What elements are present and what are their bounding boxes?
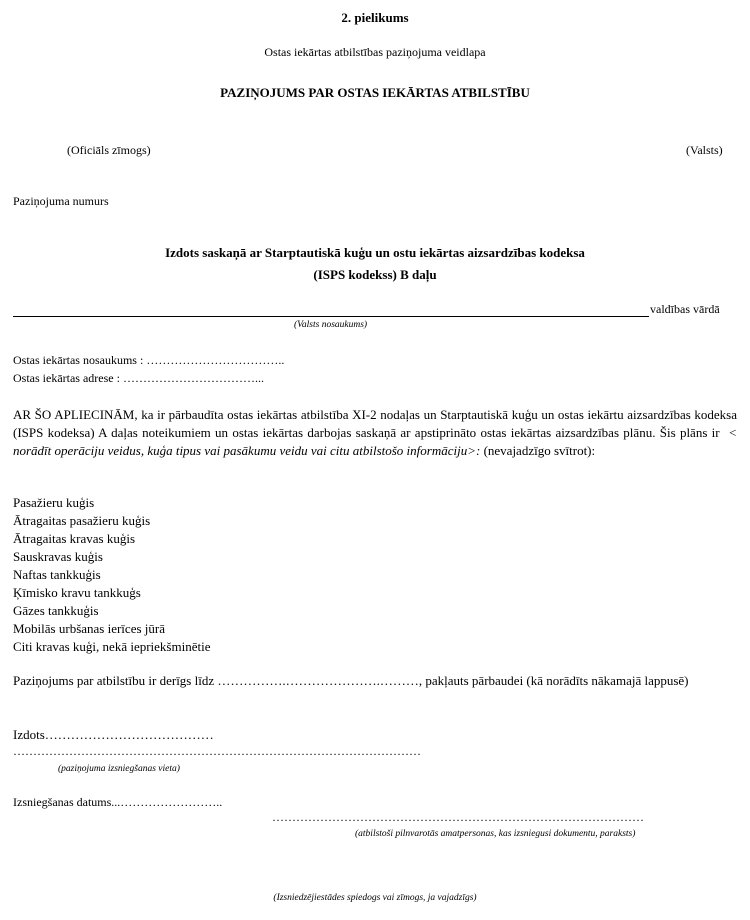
issued-at-label: Izdots………………………………… — [13, 727, 214, 742]
issue-date-label: Izsniegšanas datums...…………………….. — [13, 795, 223, 809]
facility-address-label: Ostas iekārtas adrese : ……………………………... — [13, 371, 264, 385]
issue-place-caption: (paziņojuma izsniegšanas vieta) — [58, 764, 180, 774]
certification-note: < norādīt operāciju veidus, kuģa tipus vai pasākumu veidu vai citu atbilstošo informāciju>: — [13, 425, 738, 458]
list-item: Ķīmisko kravu tankkuģs — [13, 585, 141, 600]
state-name-caption: (Valsts nosaukums) — [294, 320, 368, 330]
list-item: Sauskravas kuģis — [13, 549, 103, 564]
list-item: Ātragaitas kravas kuģis — [13, 531, 136, 546]
issued-heading-line1: Izdots saskaņā ar Starptautiskā kuģu un ostu iekārtas aizsardzības kodeksa — [165, 245, 585, 260]
validity-statement: Paziņojums par atbilstību ir derīgs līdz …………….………………….………, pakļauts pārbaudei (kā norādīts nākamajā lappusē) — [13, 673, 689, 688]
signature-caption: (atbilstoši pilnvarotās amatpersonas, kas izsniegusi dokumentu, paraksts) — [355, 829, 636, 839]
list-item: Ātragaitas pasažieru kuģis — [13, 513, 151, 528]
issuer-stamp-caption: (Izsniedzējiestādes spiedogs vai zīmogs, ja vajadzīgs) — [273, 893, 477, 903]
state-label: (Valsts) — [686, 143, 723, 157]
document-title: PAZIŅOJUMS PAR OSTAS IEKĀRTAS ATBILSTĪBU — [220, 85, 530, 100]
list-item: Pasažieru kuģis — [13, 495, 95, 510]
list-item: Gāzes tankkuģis — [13, 603, 99, 618]
form-name: Ostas iekārtas atbilstības paziņojuma veidlapa — [264, 45, 486, 59]
official-seal-label: (Oficiāls zīmogs) — [67, 143, 151, 157]
facility-name-label: Ostas iekārtas nosaukums : …………………………….. — [13, 353, 285, 367]
signature-dots: ………………………………………………………………………………… — [272, 810, 644, 824]
strike-instruction: (nevajadzīgo svītrot): — [483, 443, 596, 458]
list-item: Naftas tankkuģis — [13, 567, 101, 582]
ship-type-list — [13, 494, 210, 656]
list-item: Citi kravas kuģi, nekā iepriekšminētie — [13, 639, 211, 654]
notice-number-label: Paziņojuma numurs — [13, 194, 109, 208]
government-suffix: valdības vārdā — [650, 302, 720, 316]
list-item: Mobilās urbšanas ierīces jūrā — [13, 621, 165, 636]
state-name-line — [13, 316, 649, 317]
issue-place-dots: ………………………………………………………………………………………… — [13, 744, 421, 758]
certification-paragraph — [13, 406, 737, 460]
issued-heading-line2: (ISPS kodekss) B daļu — [313, 267, 437, 282]
annex-number: 2. pielikums — [341, 10, 409, 25]
certification-text: AR ŠO APLIECINĀM, ka ir pārbaudīta ostas iekārtas atbilstība XI-2 nodaļas un Starptautiskā kuģu un ostas iekārtu aizsardzības kodeksa (ISPS kodeksa) A daļas noteikumiem un ostas iekārtas darbojas saskaņā ar apstiprināto ostas iekārtas aizsardzības plānu. Šis plāns ir — [13, 407, 737, 440]
